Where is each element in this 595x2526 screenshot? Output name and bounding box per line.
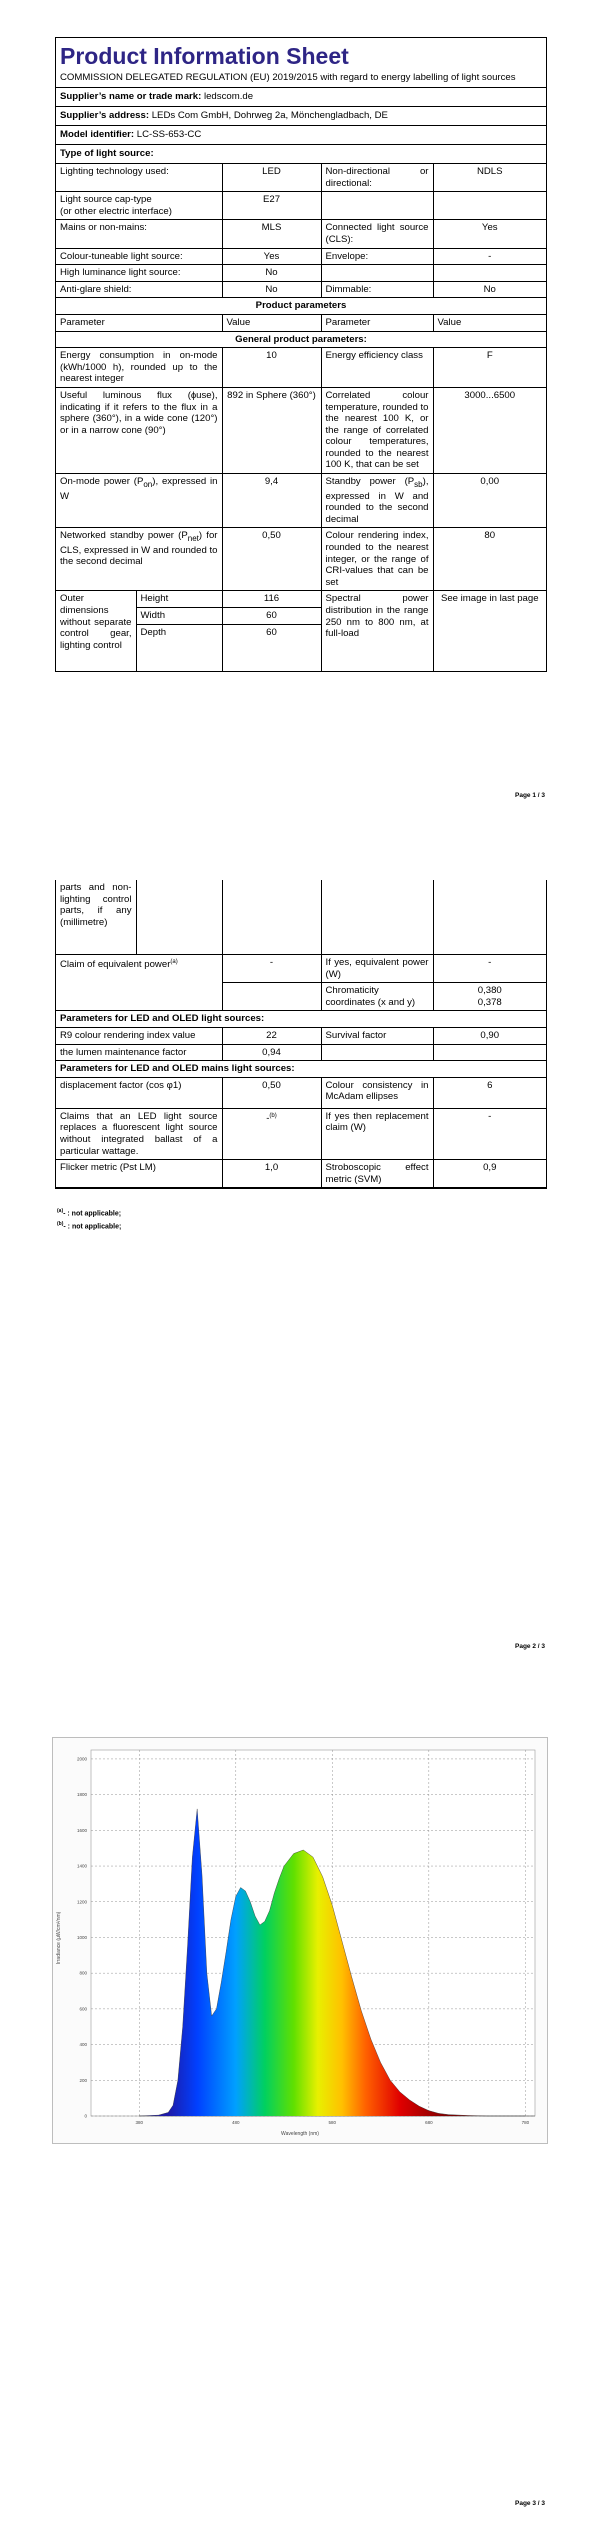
chromaticity-label: Chromaticity coordinates (x and y) (321, 983, 433, 1011)
type-of-light-source-label: Type of light source: (60, 148, 154, 159)
x-tick-label: 380 (135, 2120, 144, 2125)
table-row (56, 955, 546, 983)
on-mode-power-label (56, 474, 222, 528)
light-source-param-label: Mains or non-mains: (56, 220, 222, 248)
light-source-param-value: No (222, 281, 321, 298)
fluorescent-claim-label: Claims that an LED light source replaces a fluorescent light source without integrated ballast of a particular wattage. (56, 1108, 222, 1159)
outer-dimensions-cell (56, 591, 222, 671)
footnote-b (57, 1219, 121, 1232)
supplier-address-label: Supplier’s address: (60, 110, 150, 121)
mains-heading: Parameters for LED and OLED mains light sources: (56, 1061, 546, 1078)
label-text: ), expressed in W and rounded to the second decimal (325, 476, 429, 525)
supplier-name-row (56, 88, 546, 107)
lumen-maintenance-label: the lumen maintenance factor (56, 1044, 222, 1061)
value-header: Value (433, 314, 546, 331)
light-source-row (56, 248, 546, 265)
survival-factor-value: 0,90 (433, 1027, 546, 1044)
empty-cell (56, 983, 222, 1011)
depth-label: Depth (140, 626, 167, 638)
supplier-address-value: LEDs Com GmbH, Dohrweg 2a, Mönchengladbach, DE (151, 110, 388, 121)
table-row (56, 983, 546, 1011)
equivalent-power-claim-value: - (222, 955, 321, 983)
light-source-param-value: No (222, 265, 321, 282)
fluorescent-claim-value (222, 1108, 321, 1159)
stroboscopic-label: Stroboscopic effect metric (SVM) (321, 1160, 433, 1188)
displacement-factor-label: displacement factor (cos φ1) (56, 1077, 222, 1108)
light-source-param-value: MLS (222, 220, 321, 248)
standby-power-label (321, 474, 433, 528)
value-text: - (266, 1112, 270, 1124)
general-parameters-heading-row (56, 331, 546, 348)
page-2 (0, 860, 595, 1660)
light-source-row (56, 192, 546, 220)
product-parameters-heading-row (56, 298, 546, 315)
table-row (56, 1044, 546, 1061)
y-tick-label: 600 (79, 2006, 87, 2012)
outer-dimensions-label-continued: parts and non-lighting control parts, if any (millimetre) (56, 880, 136, 955)
x-tick-label: 680 (425, 2120, 433, 2125)
spectral-empty-cell (433, 880, 546, 955)
light-source-param-value: LED (222, 164, 321, 192)
table-row (56, 1160, 546, 1188)
page-1 (0, 0, 595, 810)
flicker-label: Flicker metric (Pst LM) (56, 1160, 222, 1188)
y-tick-label: 2000 (76, 1756, 87, 1762)
model-identifier-row (56, 126, 546, 145)
table-row (56, 591, 546, 671)
y-tick-label: 200 (79, 2077, 87, 2083)
stroboscopic-value: 0,9 (433, 1160, 546, 1188)
parameter-header-row (56, 314, 546, 331)
r9-value: 22 (222, 1027, 321, 1044)
page-number: Page 1 / 3 (515, 792, 545, 799)
chromaticity-y: 0,378 (477, 996, 502, 1008)
label-subscript: on (143, 479, 153, 489)
footnote-a (57, 1206, 121, 1219)
table-row (56, 387, 546, 473)
parameter-header: Parameter (321, 314, 433, 331)
light-source-param-value: Yes (222, 248, 321, 265)
light-source-param-value: No (433, 281, 546, 298)
x-tick-label: 580 (328, 2120, 337, 2125)
y-tick-label: 1600 (76, 1827, 87, 1833)
document-title: Product Information Sheet (60, 43, 349, 69)
title-block (56, 38, 546, 88)
product-information-sheet-continued (55, 880, 547, 1189)
useful-luminous-flux-label: Useful luminous flux (ɸuse), indicating if it refers to the flux in a sphere (360°), in a wide cone (120°) or in a narrow cone (90°) (56, 387, 222, 473)
parameters-table-page-2 (56, 880, 546, 1188)
on-mode-power-value: 9,4 (222, 474, 321, 528)
empty-cell (321, 1044, 433, 1061)
light-source-row (56, 265, 546, 282)
y-tick-label: 400 (79, 2042, 87, 2048)
type-of-light-source-heading (56, 145, 546, 164)
spectral-power-value: See image in last page (433, 591, 546, 671)
y-tick-label: 1400 (76, 1863, 87, 1869)
led-oled-heading-row (56, 1011, 546, 1028)
colour-consistency-value: 6 (433, 1077, 546, 1108)
height-label: Height (136, 591, 222, 607)
regulation-subtitle: COMMISSION DELEGATED REGULATION (EU) 2019/2015 with regard to energy labelling of light sources (60, 72, 516, 83)
replacement-claim-value: - (433, 1108, 546, 1159)
y-tick-label: 1800 (76, 1792, 87, 1798)
label-text: Claim of equivalent power (60, 959, 171, 971)
cct-value: 3000...6500 (433, 387, 546, 473)
light-source-param-label: High luminance light source: (56, 265, 222, 282)
networked-standby-value: 0,50 (222, 528, 321, 591)
dimensions-empty-cell (222, 880, 321, 955)
light-source-param-value (433, 265, 546, 282)
equivalent-power-claim-label (56, 955, 222, 983)
label-text: On-mode power (P (60, 476, 144, 488)
page-number: Page 3 / 3 (515, 2500, 545, 2507)
spectral-empty-cell (321, 880, 433, 955)
y-axis-label: Irradiance (µW/cm²/nm) (56, 1911, 62, 1965)
footnote-marker: (b) (269, 1112, 277, 1119)
chromaticity-x: 0,380 (477, 985, 502, 997)
light-source-param-value: E27 (222, 192, 321, 220)
cct-label: Correlated colour temperature, rounded to the nearest 100 K, or the range of correlated colour temperatures, rounded to the nearest 100 K, that can be set (321, 387, 433, 473)
light-source-param-label: Colour-tuneable light source: (56, 248, 222, 265)
standby-power-value: 0,00 (433, 474, 546, 528)
light-source-param-label: Anti-glare shield: (56, 281, 222, 298)
model-identifier-label: Model identifier: (60, 129, 135, 140)
cri-value: 80 (433, 528, 546, 591)
colour-consistency-label: Colour consistency in McAdam ellipses (321, 1077, 433, 1108)
x-axis-label: Wavelength (nm) (281, 2131, 319, 2137)
width-label: Width (136, 607, 222, 624)
light-source-row (56, 281, 546, 298)
value-header: Value (222, 314, 321, 331)
light-source-rows (56, 164, 546, 298)
footnote-marker: (a) (170, 959, 178, 965)
depth-value: 60 (266, 626, 277, 638)
dimensions-subtable (56, 591, 222, 670)
table-row (56, 348, 546, 388)
label-text: Standby power (P (325, 476, 415, 488)
useful-luminous-flux-value: 892 in Sphere (360°) (222, 387, 321, 473)
table-row (56, 880, 546, 955)
y-tick-label: 800 (79, 1970, 87, 1976)
outer-dimensions-label: Outer dimensions without separate control gear, lighting control (56, 591, 136, 670)
equivalent-power-value: - (433, 955, 546, 983)
light-source-param-value: NDLS (433, 164, 546, 192)
general-parameters-heading: General product parameters: (56, 331, 546, 348)
product-information-sheet (55, 37, 547, 672)
energy-consumption-value: 10 (222, 348, 321, 388)
r9-label: R9 colour rendering index value (56, 1027, 222, 1044)
led-oled-heading: Parameters for LED and OLED light sources: (56, 1011, 546, 1028)
light-source-param-label: Dimmable: (321, 281, 433, 298)
label-subscript: net (187, 534, 199, 544)
displacement-factor-value: 0,50 (222, 1077, 321, 1108)
energy-efficiency-class-value: F (433, 348, 546, 388)
product-parameters-heading: Product parameters (56, 298, 546, 315)
y-tick-label: 1000 (76, 1934, 87, 1940)
cri-label: Colour rendering index, rounded to the nearest integer, or the range of CRI-values that can be set (321, 528, 433, 591)
dimensions-empty-cell (136, 880, 222, 955)
footnote-text: - : not applicable; (63, 1223, 122, 1231)
table-row (56, 1077, 546, 1108)
footnotes (57, 1206, 121, 1233)
spectral-power-label: Spectral power distribution in the range 250 nm to 800 nm, at full-load (321, 591, 433, 671)
light-source-param-label: Connected light source (CLS): (321, 220, 433, 248)
spectrum-chart (52, 1737, 548, 2144)
spectrum-chart-svg (53, 1738, 547, 2143)
light-source-param-label (321, 192, 433, 220)
flicker-value: 1,0 (222, 1160, 321, 1188)
supplier-name-value: ledscom.de (203, 91, 254, 102)
supplier-address-row (56, 107, 546, 126)
light-source-param-value: - (433, 248, 546, 265)
y-tick-label: 0 (84, 2113, 87, 2119)
label-subscript: sb (414, 479, 423, 489)
lumen-maintenance-value: 0,94 (222, 1044, 321, 1061)
mains-heading-row (56, 1061, 546, 1078)
footnote-mark: (a) (57, 1208, 64, 1214)
light-source-param-label: Non-directional or directional: (321, 164, 433, 192)
outer-dimensions-values (222, 591, 321, 671)
y-tick-label: 1200 (76, 1899, 87, 1905)
height-value: 116 (223, 591, 321, 608)
label-text: ) for CLS, expressed in W and rounded to the second decimal (60, 530, 218, 568)
table-row (56, 1027, 546, 1044)
empty-cell (433, 1044, 546, 1061)
light-source-param-label: Envelope: (321, 248, 433, 265)
model-identifier-value: LC-SS-653-CC (136, 129, 202, 140)
table-row (56, 528, 546, 591)
width-value: 60 (223, 608, 321, 625)
light-source-param-value (433, 192, 546, 220)
empty-cell (222, 983, 321, 1011)
light-source-param-value: Yes (433, 220, 546, 248)
light-source-param-label: Lighting technology used: (56, 164, 222, 192)
replacement-claim-label: If yes then replacement claim (W) (321, 1108, 433, 1159)
table-row (56, 474, 546, 528)
page-number: Page 2 / 3 (515, 1643, 545, 1650)
x-tick-label: 780 (521, 2120, 530, 2125)
light-source-row (56, 220, 546, 248)
energy-consumption-label: Energy consumption in on-mode (kWh/1000 h), rounded up to the nearest integer (56, 348, 222, 388)
survival-factor-label: Survival factor (321, 1027, 433, 1044)
supplier-name-label: Supplier’s name or trade mark: (60, 91, 202, 102)
networked-standby-label (56, 528, 222, 591)
parameter-header: Parameter (56, 314, 222, 331)
chromaticity-value (433, 983, 546, 1011)
label-text: ), expressed in W (60, 476, 218, 502)
footnote-text: - : not applicable; (63, 1210, 122, 1218)
label-text: Networked standby power (P (60, 530, 188, 542)
x-tick-label: 480 (232, 2120, 240, 2125)
table-row (56, 1108, 546, 1159)
light-source-param-label: Light source cap-type (or other electric interface) (56, 192, 222, 220)
energy-efficiency-class-label: Energy efficiency class (321, 348, 433, 388)
page-3 (0, 1710, 595, 2526)
equivalent-power-label: If yes, equivalent power (W) (321, 955, 433, 983)
light-source-param-label (321, 265, 433, 282)
light-source-row (56, 164, 546, 192)
parameters-table-page-1 (56, 164, 546, 671)
footnote-mark: (b) (57, 1221, 64, 1228)
